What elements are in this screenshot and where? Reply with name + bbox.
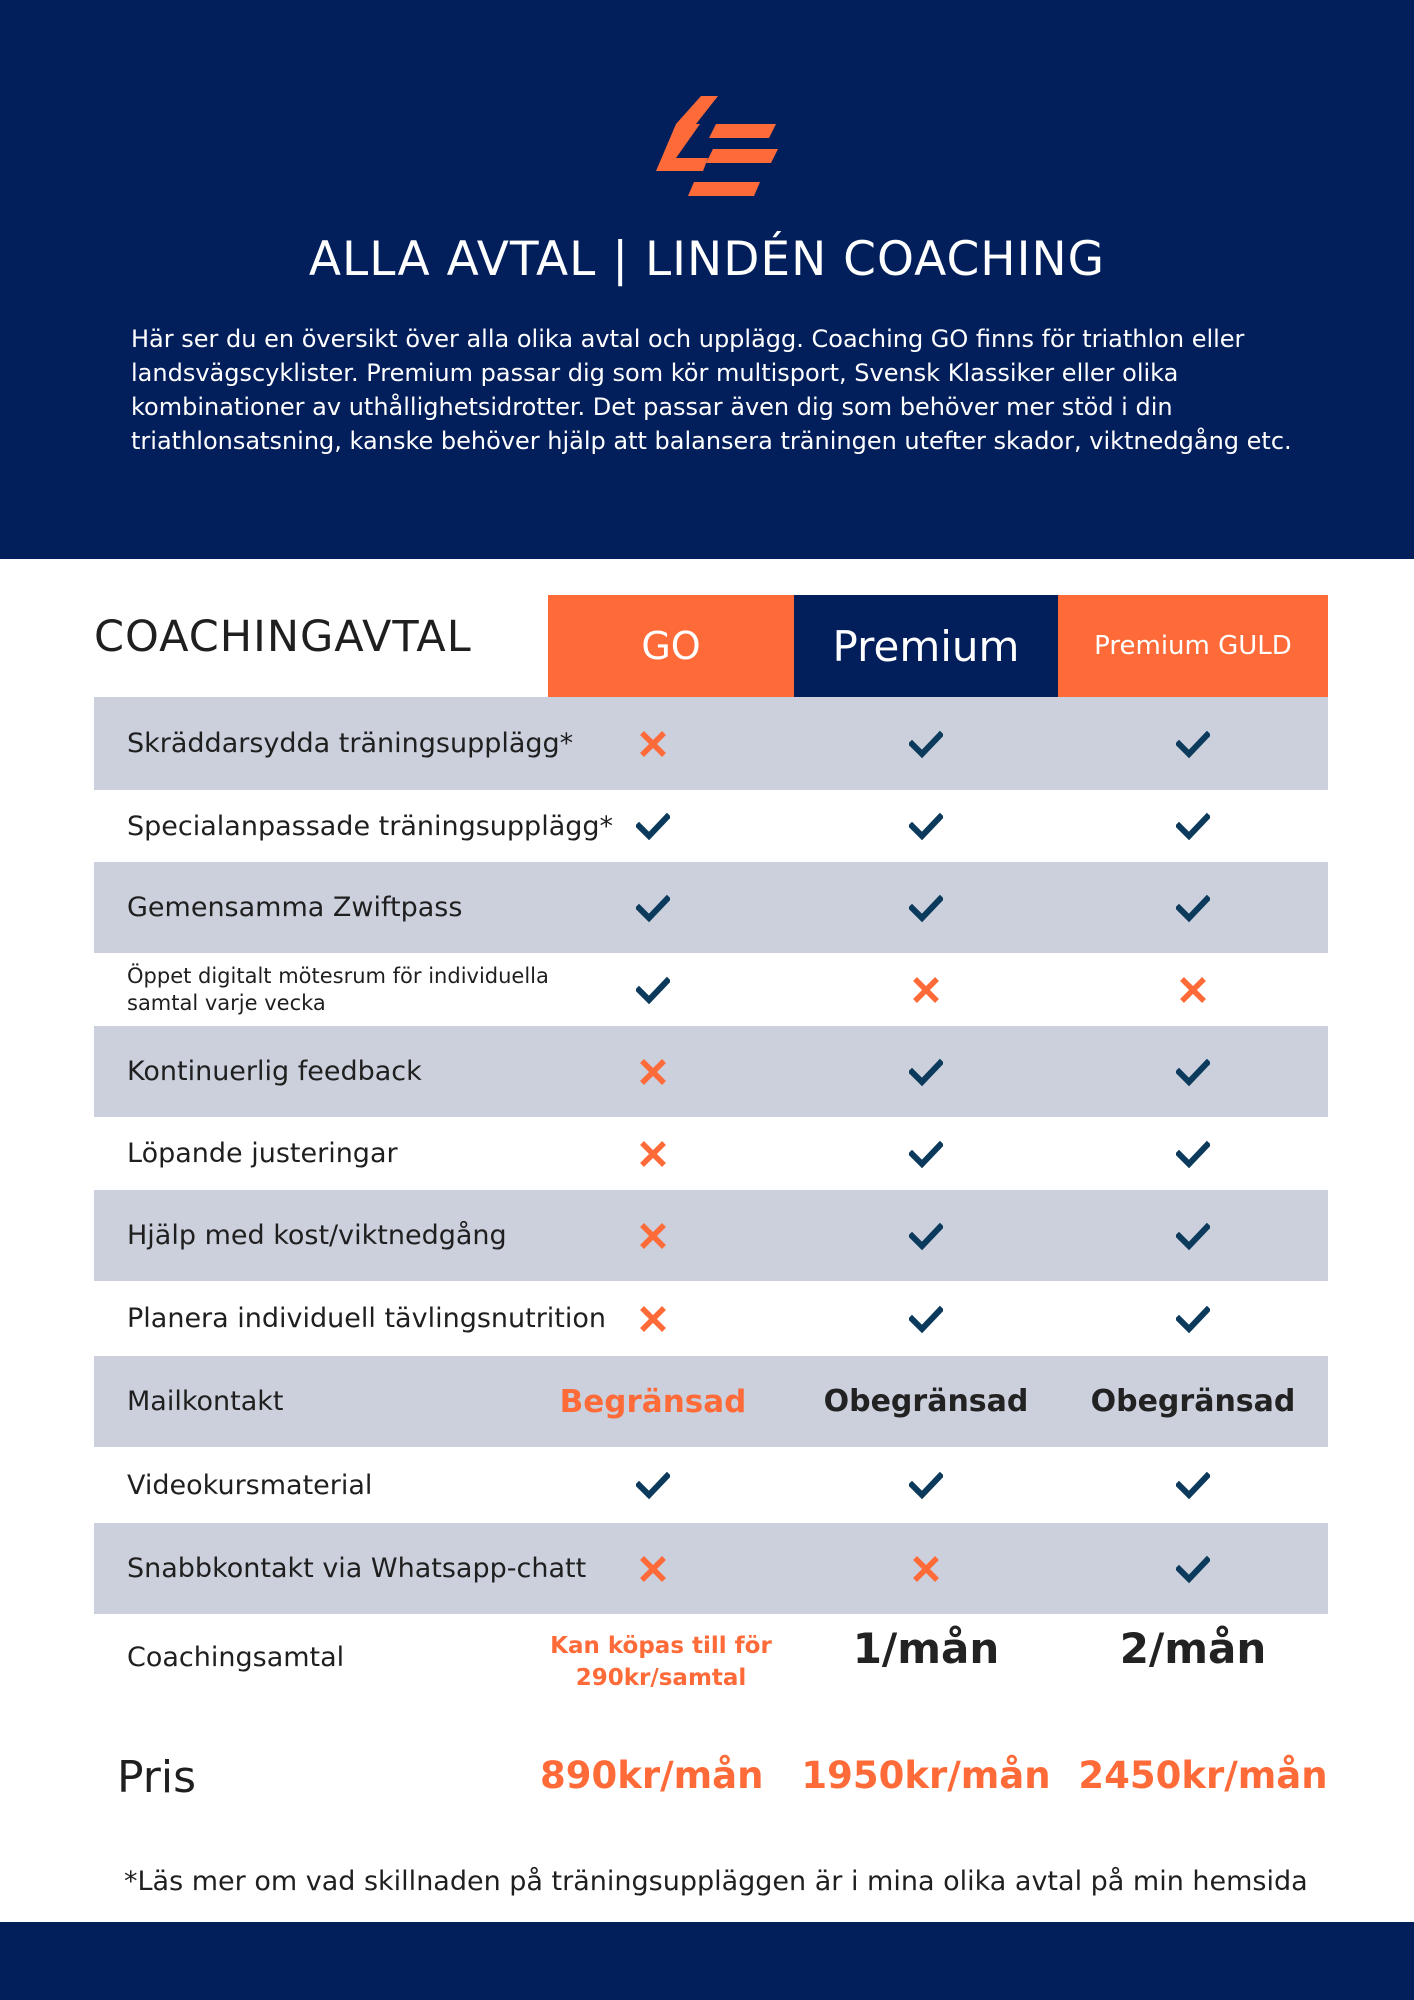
check-icon — [1058, 1026, 1328, 1117]
table-row — [94, 1190, 1328, 1281]
check-icon — [794, 697, 1058, 790]
check-icon — [794, 1281, 1058, 1356]
cross-icon — [548, 1523, 758, 1614]
check-icon — [1058, 1523, 1328, 1614]
row-label: Löpande justeringar — [127, 1138, 398, 1169]
table-row — [94, 1614, 1328, 1700]
check-icon — [794, 862, 1058, 953]
cell-premium-value: 1/mån — [852, 1624, 1000, 1673]
check-icon — [794, 790, 1058, 862]
row-label: Hjälp med kost/viktnedgång — [127, 1220, 507, 1251]
check-icon — [1058, 1281, 1328, 1356]
row-label: Coachingsamtal — [127, 1641, 345, 1673]
check-icon — [794, 1026, 1058, 1117]
check-icon — [548, 1447, 758, 1523]
footnote: *Läs mer om vad skillnaden på träningsuppläggen är i mina olika avtal på min hemsida — [124, 1866, 1308, 1897]
cross-icon — [1058, 953, 1328, 1026]
table-row — [94, 1281, 1328, 1356]
check-icon — [1058, 1190, 1328, 1281]
price-go: 890kr/mån — [540, 1754, 764, 1797]
row-label: Skräddarsydda träningsupplägg* — [127, 728, 574, 759]
price-premium-guld: 2450kr/mån — [1078, 1754, 1328, 1797]
table-row — [94, 1447, 1328, 1523]
check-icon — [548, 862, 758, 953]
cross-icon — [548, 1190, 758, 1281]
cell-go-value: Begränsad — [559, 1383, 747, 1420]
row-label: Snabbkontakt via Whatsapp-chatt — [127, 1553, 587, 1584]
cross-icon — [548, 1281, 758, 1356]
cell-premium-guld-value: Obegränsad — [1090, 1384, 1296, 1419]
check-icon — [794, 1190, 1058, 1281]
table-row — [94, 1026, 1328, 1117]
row-label: Specialanpassade träningsupplägg* — [127, 810, 614, 842]
row-label: Kontinuerlig feedback — [127, 1056, 422, 1087]
section-title: COACHINGAVTAL — [94, 612, 472, 662]
check-icon — [794, 1447, 1058, 1523]
check-icon — [794, 1117, 1058, 1190]
plan-header-go: GO — [548, 595, 794, 697]
table-row — [94, 1117, 1328, 1190]
cell-premium-value: Obegränsad — [823, 1384, 1029, 1419]
check-icon — [1058, 862, 1328, 953]
lc-logo-icon — [656, 96, 784, 206]
cross-icon — [548, 1117, 758, 1190]
check-icon — [1058, 1117, 1328, 1190]
check-icon — [1058, 697, 1328, 790]
intro-text: Här ser du en översikt över alla olika avtal och upplägg. Coaching GO finns för triathlon eller landsvägscyklister. Premium passar dig som kör multisport, Svensk Klassiker eller olika kombinationer av uthållighetsidrotter. Det passar även dig som behöver mer stöd i din triathlonsatsning, kanske behöver hjälp att balansera träningen utefter skador, viktnedgång etc. — [131, 325, 1292, 455]
table-row — [94, 1523, 1328, 1614]
check-icon — [548, 790, 758, 862]
cross-icon — [794, 1523, 1058, 1614]
table-row — [94, 697, 1328, 790]
price-premium: 1950kr/mån — [801, 1754, 1051, 1797]
plan-header-premium-guld: Premium GULD — [1058, 595, 1328, 697]
row-label: Planera individuell tävlingsnutrition — [127, 1303, 607, 1334]
cross-icon — [548, 697, 758, 790]
row-label: Gemensamma Zwiftpass — [127, 892, 463, 923]
page-title: ALLA AVTAL | LINDÉN COACHING — [308, 232, 1106, 287]
row-label: Mailkontakt — [127, 1386, 284, 1417]
cross-icon — [794, 953, 1058, 1026]
check-icon — [1058, 1447, 1328, 1523]
footer-bar — [0, 1922, 1414, 2000]
table-row — [94, 1356, 1328, 1447]
price-label: Pris — [117, 1752, 196, 1803]
plan-header-premium: Premium — [794, 595, 1058, 697]
cell-premium-guld-value: 2/mån — [1119, 1624, 1267, 1673]
cross-icon — [548, 1026, 758, 1117]
table-row — [94, 790, 1328, 862]
table-row — [94, 862, 1328, 953]
check-icon — [1058, 790, 1328, 862]
table-row — [94, 953, 1328, 1026]
row-label: Öppet digitalt mötesrum för individuella samtal varje vecka — [127, 963, 549, 1015]
header-banner — [0, 0, 1414, 559]
cell-go-value: Kan köpas till för 290kr/samtal — [550, 1633, 772, 1691]
check-icon — [548, 953, 758, 1026]
row-label: Videokursmaterial — [127, 1469, 373, 1501]
